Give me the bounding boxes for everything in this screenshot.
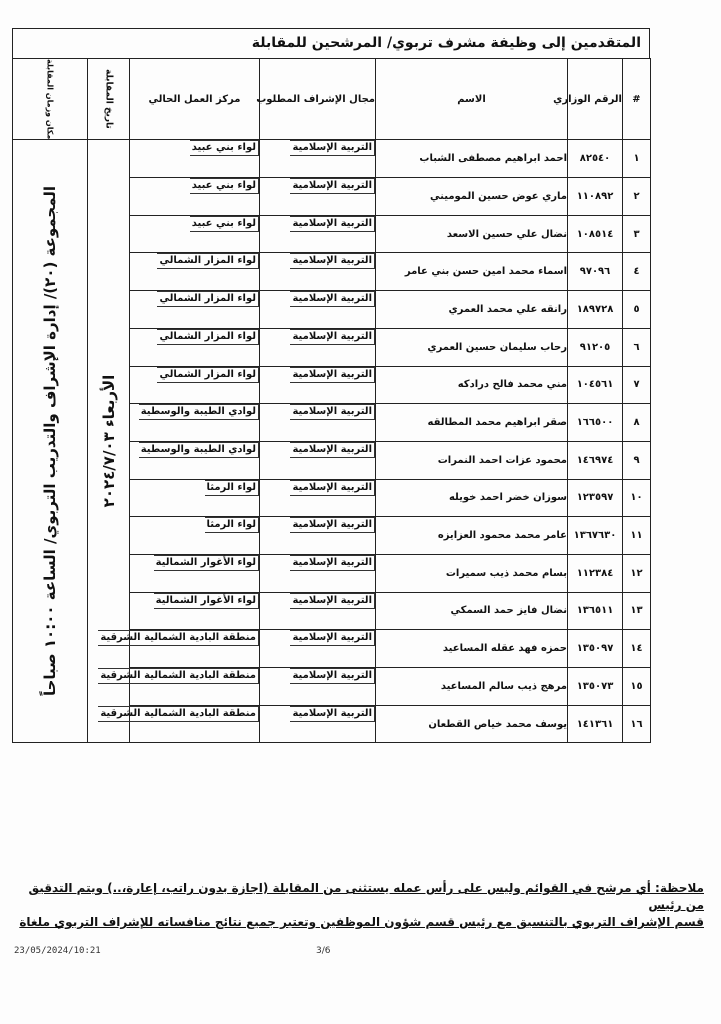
row-work-center: منطقة البادية الشمالية الشرقية	[130, 630, 260, 668]
footer-timestamp: 23/05/2024/10:21	[14, 946, 101, 956]
row-index: ١١	[623, 517, 651, 555]
header-work-center: مركز العمل الحالي	[130, 59, 260, 140]
row-index: ٧	[623, 366, 651, 404]
interview-date-cell	[88, 140, 130, 743]
row-ministry-no: ١٣٥٠٧٣	[568, 668, 623, 706]
row-ministry-no: ١٠٤٥٦١	[568, 366, 623, 404]
header-ministry-no: الرقم الوزاري	[568, 59, 623, 140]
row-work-center: لوادي الطيبة والوسطية	[130, 441, 260, 479]
row-name: احمد ابراهيم مصطفى الشباب	[376, 140, 568, 178]
row-name: محمود عزات احمد النمرات	[376, 441, 568, 479]
row-ministry-no: ١١٠٨٩٢	[568, 178, 623, 216]
row-ministry-no: ٨٢٥٤٠	[568, 140, 623, 178]
row-index: ١	[623, 140, 651, 178]
page-title: المتقدمين إلى وظيفة مشرف تربوي/ المرشحين للمقابلة	[12, 28, 650, 58]
row-field: التربية الإسلامية	[260, 668, 376, 706]
row-work-center: لواء بني عبيد	[130, 178, 260, 216]
row-field: التربية الإسلامية	[260, 592, 376, 630]
row-name: رحاب سليمان حسين العمري	[376, 328, 568, 366]
row-ministry-no: ١٤٦٩٧٤	[568, 441, 623, 479]
row-field: التربية الإسلامية	[260, 253, 376, 291]
row-index: ١٣	[623, 592, 651, 630]
row-name: مرهج ذيب سالم المساعيد	[376, 668, 568, 706]
row-work-center: لواء الأغوار الشمالية	[130, 554, 260, 592]
row-field: التربية الإسلامية	[260, 517, 376, 555]
row-work-center: لواء المزار الشمالي	[130, 366, 260, 404]
row-name: اسماء محمد امين حسن بني عامر	[376, 253, 568, 291]
header-field: مجال الإشراف المطلوب	[260, 59, 376, 140]
row-field: التربية الإسلامية	[260, 366, 376, 404]
row-ministry-no: ١٣٥٠٩٧	[568, 630, 623, 668]
row-index: ٣	[623, 215, 651, 253]
row-index: ١٥	[623, 668, 651, 706]
header-index: #	[623, 59, 651, 140]
interview-date: الأربعاء ٢٠٢٤/٧/٠٣	[99, 375, 118, 508]
row-field: التربية الإسلامية	[260, 215, 376, 253]
header-interview-date: تاريخ المقابلة	[88, 59, 130, 140]
row-work-center: لواء المزار الشمالي	[130, 253, 260, 291]
row-work-center: لواء المزار الشمالي	[130, 328, 260, 366]
row-field: التربية الإسلامية	[260, 630, 376, 668]
row-work-center: لواء الرمثا	[130, 517, 260, 555]
table-row	[13, 140, 651, 178]
row-field: التربية الإسلامية	[260, 178, 376, 216]
row-ministry-no: ١٤١٣٦١	[568, 705, 623, 743]
row-name: عامر محمد محمود العزايزه	[376, 517, 568, 555]
row-name: صقر ابراهيم محمد المطالقه	[376, 404, 568, 442]
header-interview-place: مكان وزمان المقابلة	[13, 59, 88, 140]
header-name: الاسم	[376, 59, 568, 140]
interview-place: المجموعة (٢٠)/ إدارة الإشراف والتدريب التربوي/ الساعة ١٠:٠٠ صباحاً	[41, 186, 59, 697]
row-work-center: منطقة البادية الشمالية الشرقية	[130, 705, 260, 743]
row-field: التربية الإسلامية	[260, 479, 376, 517]
row-ministry-no: ١٣٦٥١١	[568, 592, 623, 630]
row-work-center: منطقة البادية الشمالية الشرقية	[130, 668, 260, 706]
row-name: بسام محمد ذيب سميرات	[376, 554, 568, 592]
row-field: التربية الإسلامية	[260, 554, 376, 592]
row-index: ١٢	[623, 554, 651, 592]
row-field: التربية الإسلامية	[260, 328, 376, 366]
row-index: ٥	[623, 291, 651, 329]
row-name: مني محمد فالح درادكه	[376, 366, 568, 404]
table-header-row	[13, 59, 651, 140]
row-work-center: لواء المزار الشمالي	[130, 291, 260, 329]
row-work-center: لوادي الطيبة والوسطية	[130, 404, 260, 442]
interview-place-cell	[13, 140, 88, 743]
row-index: ٤	[623, 253, 651, 291]
row-name: نضال فايز حمد السمكي	[376, 592, 568, 630]
row-name: رانقه علي محمد العمري	[376, 291, 568, 329]
row-name: ماري عوض حسين الموميني	[376, 178, 568, 216]
row-work-center: لواء الأغوار الشمالية	[130, 592, 260, 630]
note-block	[14, 880, 704, 931]
row-field: التربية الإسلامية	[260, 140, 376, 178]
row-ministry-no: ١٢٣٥٩٧	[568, 479, 623, 517]
row-index: ٢	[623, 178, 651, 216]
row-index: ١٠	[623, 479, 651, 517]
row-index: ٩	[623, 441, 651, 479]
row-name: يوسف محمد خياص القطعان	[376, 705, 568, 743]
row-field: التربية الإسلامية	[260, 441, 376, 479]
row-ministry-no: ١٨٩٧٢٨	[568, 291, 623, 329]
row-ministry-no: ٩١٢٠٥	[568, 328, 623, 366]
row-ministry-no: ١٦٦٥٠٠	[568, 404, 623, 442]
row-work-center: لواء الرمثا	[130, 479, 260, 517]
row-name: سوزان خضر احمد خويله	[376, 479, 568, 517]
row-index: ٦	[623, 328, 651, 366]
note-line-2: قسم الإشراف التربوي بالتنسيق مع رئيس قسم شؤون الموظفين وتعتبر جميع نتائج منافساته للإشراف التربوي ملغاة	[19, 915, 704, 929]
row-index: ١٤	[623, 630, 651, 668]
row-name: حمزه فهد عقله المساعيد	[376, 630, 568, 668]
row-index: ٨	[623, 404, 651, 442]
row-field: التربية الإسلامية	[260, 291, 376, 329]
footer-page-number: 3/6	[316, 946, 331, 956]
row-index: ١٦	[623, 705, 651, 743]
row-work-center: لواء بني عبيد	[130, 215, 260, 253]
row-ministry-no: ١٠٨٥١٤	[568, 215, 623, 253]
row-field: التربية الإسلامية	[260, 705, 376, 743]
row-ministry-no: ٩٧٠٩٦	[568, 253, 623, 291]
note-line-1: ملاحظة: أي مرشح في القوائم وليس على رأس عمله يستثنى من المقابلة (اجازة بدون راتب، إعارة،..) ويتم التدقيق من رئيس	[28, 881, 704, 912]
row-ministry-no: ١٣٦٧٦٣٠	[568, 517, 623, 555]
candidates-table	[12, 58, 651, 743]
row-work-center: لواء بني عبيد	[130, 140, 260, 178]
row-field: التربية الإسلامية	[260, 404, 376, 442]
row-name: نضال علي حسين الاسعد	[376, 215, 568, 253]
row-ministry-no: ١١٢٣٨٤	[568, 554, 623, 592]
